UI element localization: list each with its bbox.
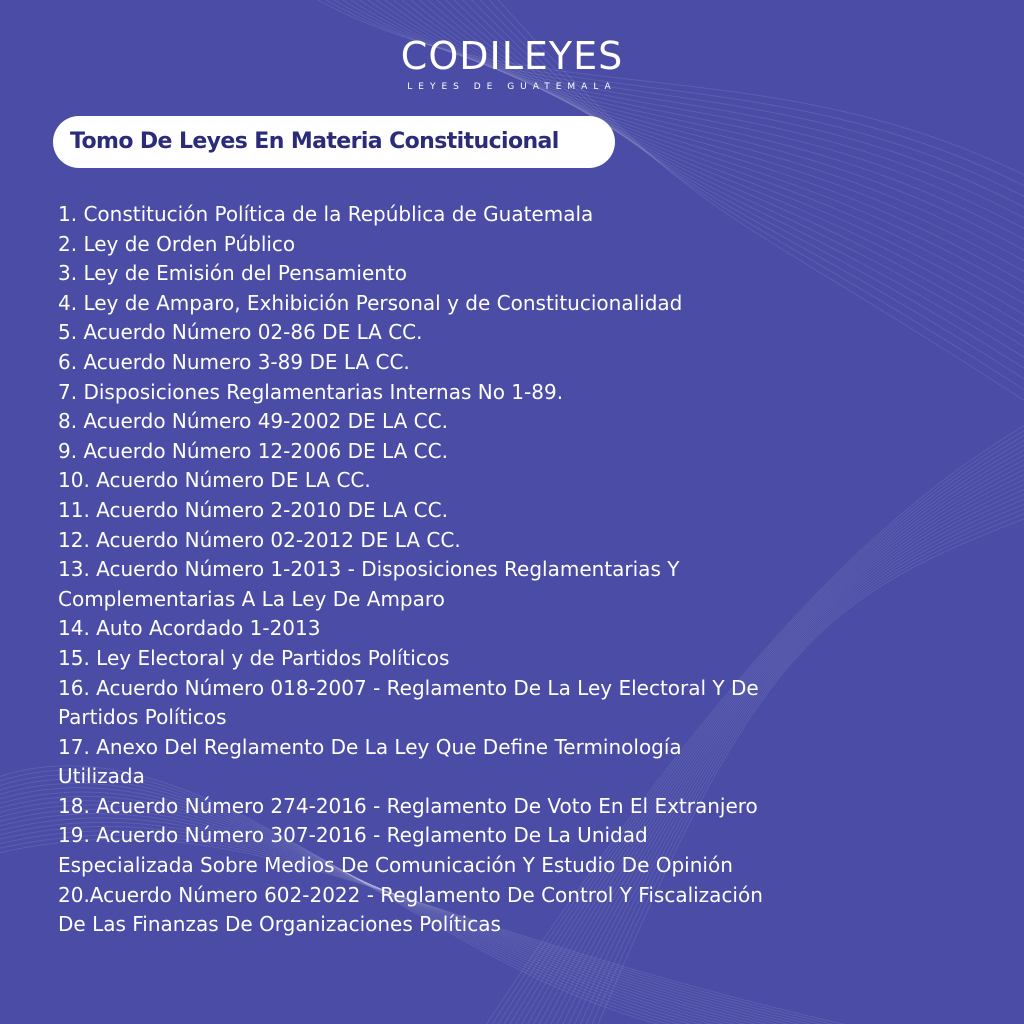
brand-logo [0,34,1024,78]
law-list-item: De Las Finanzas De Organizaciones Políticas [58,912,501,937]
law-list-item: 9. Acuerdo Número 12-2006 DE LA CC. [58,438,448,463]
law-list-item: 14. Auto Acordado 1-2013 [58,616,321,641]
law-list-item: 8. Acuerdo Número 49-2002 DE LA CC. [58,409,448,434]
law-list-item: 13. Acuerdo Número 1-2013 - Disposiciones Reglamentarias Y [58,557,680,582]
law-list-item: 10. Acuerdo Número DE LA CC. [58,468,371,493]
law-list-item: 5. Acuerdo Número 02-86 DE LA CC. [58,320,423,345]
law-list [58,200,988,940]
law-list-item: 19. Acuerdo Número 307-2016 - Reglamento De La Unidad [58,823,648,848]
law-list-item: 17. Anexo Del Reglamento De La Ley Que Define Terminología [58,734,682,759]
law-list-item: Complementarias A La Ley De Amparo [58,586,445,611]
law-list-item: 3. Ley de Emisión del Pensamiento [58,261,408,286]
law-list-item: 15. Ley Electoral y de Partidos Políticos [58,645,450,670]
law-list-item: 18. Acuerdo Número 274-2016 - Reglamento De Voto En El Extranjero [58,793,758,818]
brand-name: CODILEYES [400,34,624,78]
law-list-item: 6. Acuerdo Numero 3-89 DE LA CC. [58,349,410,374]
law-list-item: 2. Ley de Orden Público [58,231,296,256]
brand-tagline: LEYES DE GUATEMALA [407,82,617,92]
law-list-item: Partidos Políticos [58,705,227,730]
law-list-item: 11. Acuerdo Número 2-2010 DE LA CC. [58,497,448,522]
page-title: Tomo De Leyes En Materia Constitucional [70,129,559,154]
law-list-item: 12. Acuerdo Número 02-2012 DE LA CC. [58,527,461,552]
title-pill [53,116,615,168]
law-list-item: 16. Acuerdo Número 018-2007 - Reglamento De La Ley Electoral Y De [58,675,759,700]
law-list-item: 4. Ley de Amparo, Exhibición Personal y de Constitucionalidad [58,290,683,315]
law-list-item: Utilizada [58,764,145,789]
law-list-item: 7. Disposiciones Reglamentarias Internas No 1-89. [58,379,564,404]
law-list-item: Especializada Sobre Medios De Comunicación Y Estudio De Opinión [58,853,733,878]
law-list-item: 1. Constitución Política de la República de Guatemala [58,202,594,226]
law-list-item: 20.Acuerdo Número 602-2022 - Reglamento De Control Y Fiscalización [58,882,763,907]
